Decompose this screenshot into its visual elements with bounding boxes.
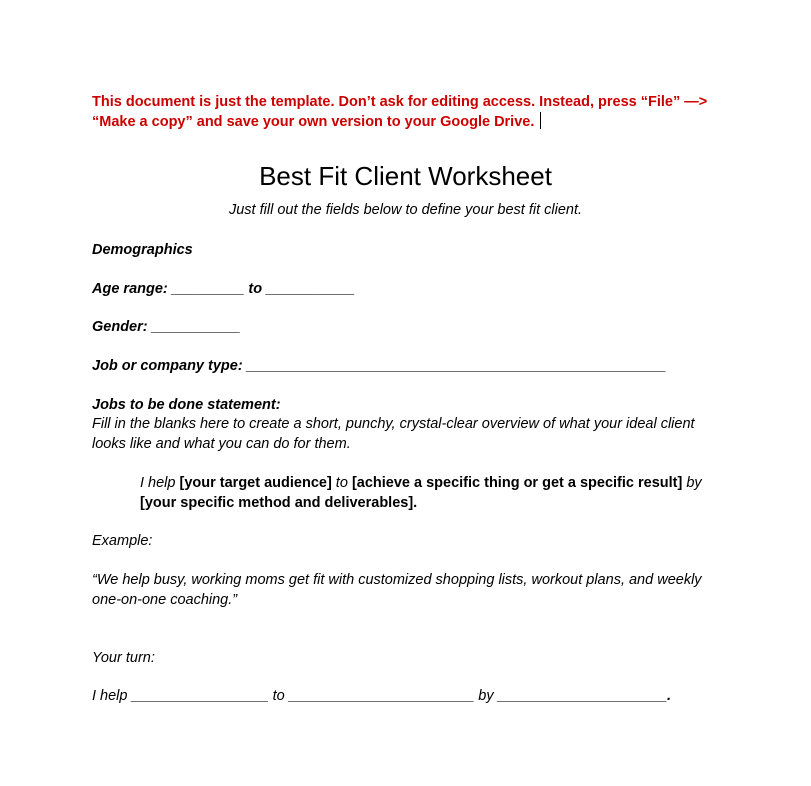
demographics-heading: Demographics (92, 242, 193, 258)
notice-line-2-text: “Make a copy” and save your own version to your Google Drive. (92, 114, 535, 130)
template-result: [achieve a specific thing or get a specific result] (351, 475, 683, 491)
notice-line-1: This document is just the template. Don’t ask for editing access. Instead, press “File” —> (92, 94, 708, 110)
page-subtitle: Just fill out the fields below to define your best fit client. (228, 202, 583, 218)
template-method: [your specific method and deliverables]. (140, 495, 418, 511)
jobs-heading: Jobs to be done statement: (92, 397, 281, 413)
template-part-1: I help (140, 475, 180, 491)
your-turn-label: Your turn: (92, 650, 155, 666)
job-type-field: Job or company type: ____________________________________________________ (92, 358, 667, 374)
example-label: Example: (92, 533, 153, 549)
your-turn-part-3: by (474, 688, 498, 704)
age-range-field: Age range: _________ to ___________ (92, 281, 355, 297)
blank-result: _______________________ (288, 688, 475, 704)
blank-method: _____________________. (497, 688, 671, 704)
template-audience: [your target audience] (179, 475, 332, 491)
your-turn-part-2: to (268, 688, 289, 704)
template-part-5: by (682, 475, 702, 491)
your-turn-part-1: I help (92, 688, 132, 704)
text-cursor (540, 112, 541, 129)
blank-audience: _________________ (131, 688, 269, 704)
template-notice (92, 92, 732, 132)
jobs-template-statement (140, 473, 720, 513)
example-quote: “We help busy, working moms get fit with customized shopping lists, workout plans, and weekly one-on-one coaching.” (92, 572, 702, 608)
page-title: Best Fit Client Worksheet (259, 161, 552, 191)
template-part-3: to (331, 475, 352, 491)
your-turn-statement (92, 686, 732, 706)
jobs-description: Fill in the blanks here to create a short, punchy, crystal-clear overview of what your ideal client looks like and what you can do for them. (92, 416, 695, 452)
gender-field: Gender: ___________ (92, 319, 241, 335)
notice-line-2 (92, 112, 732, 132)
